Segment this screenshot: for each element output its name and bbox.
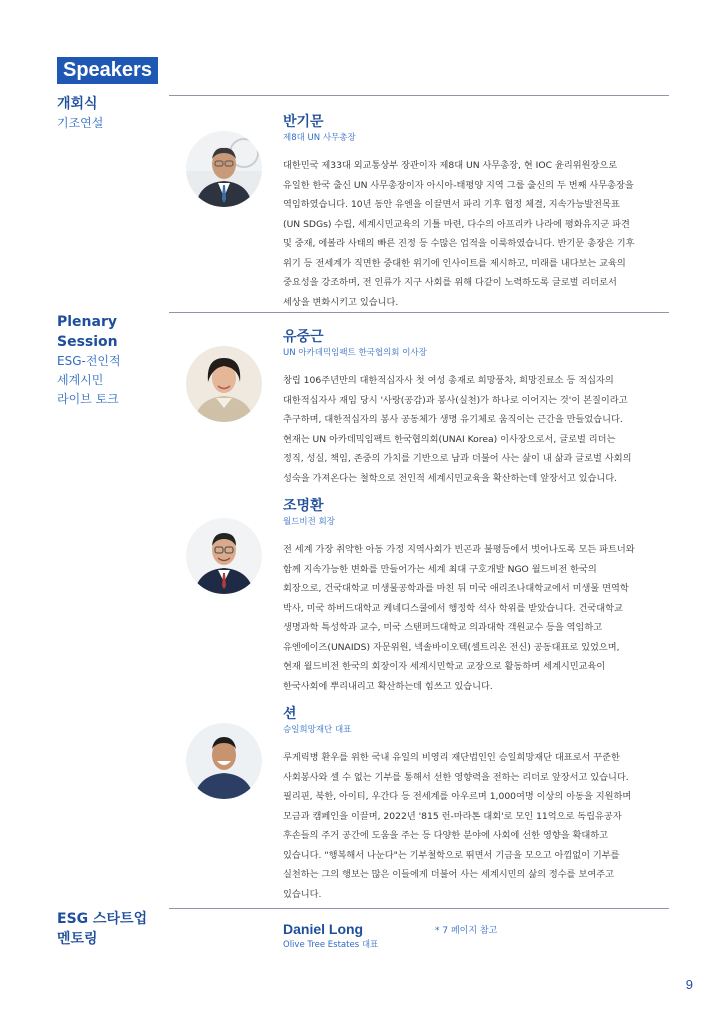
section-subtitle: ESG-전인적: [57, 354, 121, 368]
page-number: 9: [685, 977, 693, 992]
speaker-ban: [283, 113, 673, 312]
bio-line: 루게릭병 환우를 위한 국내 유일의 비영리 재단법인인 승일희망재단 대표로서 꾸준한: [283, 752, 620, 763]
section-subtitle: 라이브 토크: [57, 392, 119, 406]
bio-line: 있습니다. "행복해서 나눈다"는 기부철학으로 뛰면서 기금을 모으고 아낌없이 기부를: [283, 849, 620, 861]
section-mentoring: [57, 909, 147, 949]
divider: [169, 95, 669, 96]
speaker-cho: [283, 497, 673, 696]
bio-line: 있습니다.: [283, 888, 322, 900]
bio-line: 사회봉사와 셀 수 없는 기부를 통해서 선한 영향력을 전하는 리더로 앞장서고 있습니다.: [283, 771, 629, 783]
speaker-photo-sean: [186, 723, 262, 799]
speakers-badge: Speakers: [57, 57, 158, 84]
bio-line: 현재는 UN 아카데믹임팩트 한국협의회(UNAI Korea) 이사장으로서, 글로벌 리더는: [283, 433, 616, 445]
bio-line: 전 세계 가장 취약한 아동 가정 지역사회가 빈곤과 불평등에서 벗어나도록 모든 파트너와: [283, 544, 635, 555]
speaker-bio: [283, 748, 673, 904]
bio-line: 위기 등 전세계가 직면한 중대한 위기에 인사이트를 제시하고, 미래를 내다보는 교육의: [283, 257, 626, 269]
bio-line: 유일한 한국 출신 UN 사무총장이자 아시아-태평양 지역 그룹 출신의 두 번째 사무총장을: [283, 179, 634, 191]
speaker-name: 유중근: [283, 329, 324, 345]
speaker-sean: [283, 705, 673, 904]
bio-line: 및 중재, 에볼라 사태의 빠른 진정 등 수많은 업적을 이룩하였습니다. 반기문 총장은 기후: [283, 238, 635, 249]
speaker-role: Olive Tree Estates 대표: [283, 940, 379, 950]
bio-line: 박사, 미국 하버드대학교 케네디스쿨에서 행정학 석사 학위를 받았습니다. 건국대학교: [283, 602, 623, 614]
bio-line: 함께 지속가능한 변화를 만들어가는 세계 최대 구호개발 NGO 월드비전 한국의: [283, 563, 597, 575]
speaker-name: Daniel Long: [283, 921, 364, 937]
bio-line: 세상을 변화시키고 있습니다.: [283, 296, 399, 308]
speaker-name: 션: [283, 706, 297, 722]
speaker-bio: [283, 540, 673, 696]
section-opening: [57, 94, 103, 133]
speaker-photo-cho: [186, 518, 262, 594]
speaker-role: 월드비전 회장: [283, 517, 335, 527]
speaker-yoo: [283, 328, 673, 488]
bio-line: 역임하였습니다. 10년 동안 유엔을 이끌면서 파리 기후 협정 체결, 지속가능발전목표: [283, 199, 620, 210]
bio-line: 회장으로, 건국대학교 미생물공학과를 마친 뒤 미국 애리조나대학교에서 미생물 면역학: [283, 583, 629, 594]
bio-line: 성숙을 가져온다는 철학으로 전인적 세계시민교육을 확산하는데 앞장서고 있습니다.: [283, 472, 617, 484]
bio-line: 필리핀, 북한, 아이티, 우간다 등 전세계를 아우르며 1,000여명 이상의 아동을 지원하며: [283, 791, 632, 802]
speaker-bio: [283, 156, 673, 312]
speaker-bio: [283, 371, 673, 488]
speaker-role: 제8대 UN 사무총장: [283, 133, 356, 143]
speaker-photo-ban: [186, 131, 262, 207]
bio-line: 대한민국 제33대 외교통상부 장관이자 제8대 UN 사무총장, 현 IOC 윤리위원장으로: [283, 160, 618, 171]
speaker-role: UN 아카데믹임팩트 한국협의회 이사장: [283, 348, 427, 358]
section-title: 개회식: [57, 96, 98, 112]
section-title-line: 멘토링: [57, 931, 98, 947]
bio-line: (UN SDGs) 수립, 세계시민교육의 기틀 마련, 다수의 아프리카 나라에 평화유지군 파견: [283, 218, 630, 230]
bio-line: 추구하며, 대한적십자의 봉사 공동체가 생명 유기체로 움직이는 근간을 만들었습니다.: [283, 414, 623, 425]
bio-line: 현재 월드비전 한국의 회장이자 세계시민학교 교장으로 활동하며 세계시민교육이: [283, 661, 606, 672]
speaker-role: 승일희망재단 대표: [283, 725, 352, 735]
section-subtitle: 기조연설: [57, 116, 104, 130]
section-title-line: Session: [57, 334, 118, 350]
bio-line: 한국사회에 뿌리내리고 확산하는데 힘쓰고 있습니다.: [283, 680, 493, 692]
bio-line: 중요성을 강조하며, 전 인류가 지구 사회를 위해 다같이 노력하도록 글로벌 리더로서: [283, 277, 617, 288]
divider: [169, 908, 669, 909]
divider: [169, 312, 669, 313]
speaker-photo-yoo: [186, 346, 262, 422]
bio-line: 정직, 성실, 책임, 존중의 가치를 기반으로 남과 더불어 사는 삶이 내 삶과 글로벌 사회의: [283, 453, 632, 464]
section-title-line: ESG 스타트업: [57, 911, 148, 927]
bio-line: 대한적십자사 재임 당시 '사랑(공감)과 봉사(실천)가 하나로 이어지는 것'이 본질이라고: [283, 394, 628, 406]
section-title-line: Plenary: [57, 314, 117, 330]
bio-line: 생명과학 특성학과 교수, 미국 스탠퍼드대학교 의과대학 객원교수 등을 역임하고: [283, 622, 603, 633]
bio-line: 후손들의 주거 공간에 도움을 주는 등 다양한 분야에 사회에 선한 영향을 확대하고: [283, 830, 609, 841]
section-plenary: [57, 312, 121, 409]
bio-line: 실천하는 그의 행보는 많은 이들에게 더불어 사는 세계시민의 삶의 정수를 보여주고: [283, 869, 614, 880]
bio-line: 유엔에이즈(UNAIDS) 자문위원, 넥솔바이오텍(셀트리온 전신) 공동대표로 있었으며,: [283, 641, 620, 653]
speaker-name: 반기문: [283, 114, 324, 130]
bio-line: 창립 106주년만의 대한적십자사 첫 여성 총재로 희망풍차, 희망진료소 등 적십자의: [283, 375, 614, 386]
section-subtitle: 세계시민: [57, 373, 104, 387]
speaker-name: 조명환: [283, 498, 324, 514]
page-reference-note: * 7 페이지 참고: [435, 926, 498, 936]
bio-line: 모금과 캠페인을 이끌며, 2022년 '815 런-마라톤 대회'로 모인 11억으로 독립유공자: [283, 810, 622, 822]
